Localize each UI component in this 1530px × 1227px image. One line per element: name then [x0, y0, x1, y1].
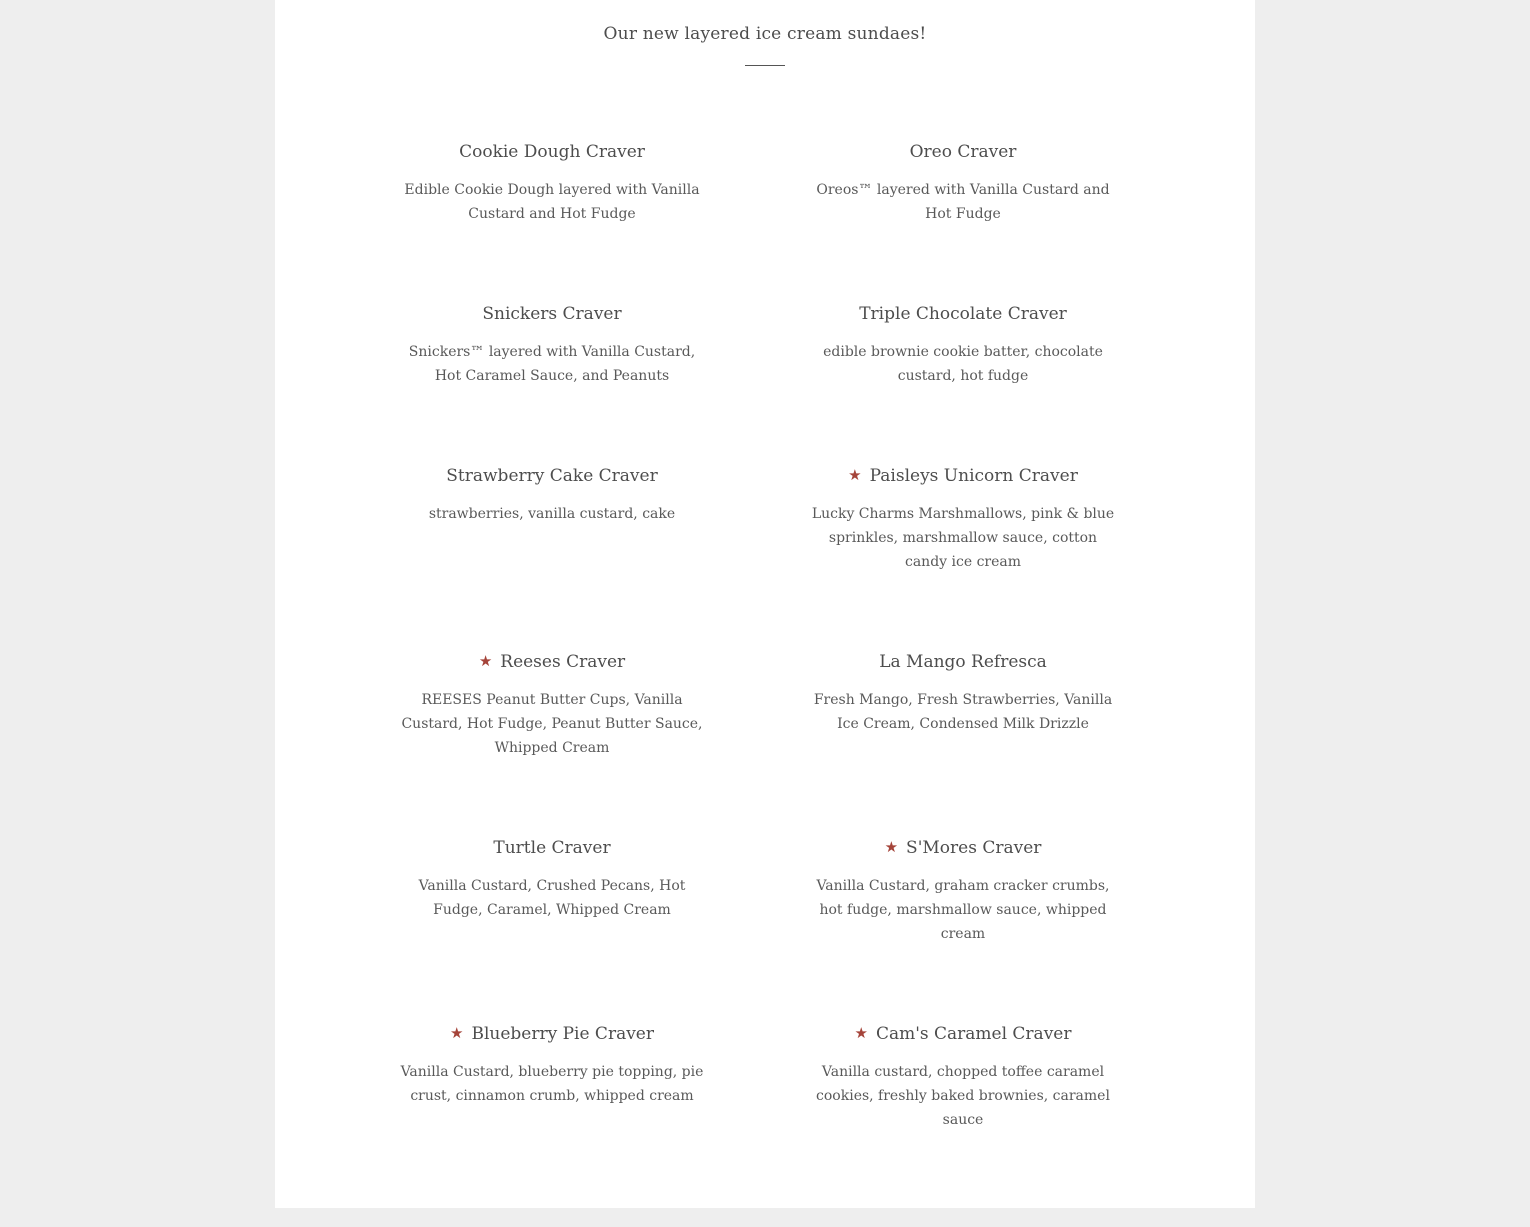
menu-item-name — [808, 1022, 1118, 1046]
menu-item-name-text: S'Mores Craver — [906, 838, 1042, 858]
menu-item-name — [808, 836, 1118, 860]
menu-item-name-text: Cam's Caramel Craver — [875, 1024, 1072, 1044]
menu-item-name-text: Reeses Craver — [500, 652, 626, 672]
menu-item-name-text: Triple Chocolate Craver — [859, 304, 1067, 324]
menu-item-description: Vanilla Custard, Crushed Pecans, Hot Fudge, Caramel, Whipped Cream — [418, 878, 686, 918]
menu-item-description: Vanilla custard, chopped toffee caramel cookies, freshly baked brownies, caramel sauce — [816, 1064, 1110, 1128]
menu-item-description: Edible Cookie Dough layered with Vanilla Custard and Hot Fudge — [404, 182, 700, 222]
menu-item — [397, 650, 707, 760]
section-divider — [745, 65, 785, 66]
menu-item-description: Vanilla Custard, graham cracker crumbs, hot fudge, marshmallow sauce, whipped cream — [816, 878, 1110, 942]
menu-item-name — [808, 464, 1118, 488]
menu-item — [808, 836, 1118, 946]
menu-item-name-text: Cookie Dough Craver — [459, 142, 645, 162]
menu-item-description: Fresh Mango, Fresh Strawberries, Vanilla Ice Cream, Condensed Milk Drizzle — [813, 692, 1113, 732]
menu-item — [397, 1022, 707, 1108]
menu-item — [397, 464, 707, 526]
menu-item-description: Vanilla Custard, blueberry pie topping, pie crust, cinnamon crumb, whipped cream — [400, 1064, 704, 1104]
menu-item — [808, 140, 1118, 226]
menu-item — [397, 140, 707, 226]
menu-panel — [275, 0, 1255, 1208]
star-icon: ★ — [848, 466, 862, 484]
menu-item-name-text: Paisleys Unicorn Craver — [869, 466, 1078, 486]
menu-item — [808, 464, 1118, 574]
menu-item-name — [397, 464, 707, 488]
menu-item-description: Snickers™ layered with Vanilla Custard, Hot Caramel Sauce, and Peanuts — [408, 344, 696, 384]
menu-item-name — [397, 650, 707, 674]
star-icon: ★ — [884, 838, 899, 856]
menu-item-name — [397, 836, 707, 860]
menu-item-description: REESES Peanut Butter Cups, Vanilla Custard, Hot Fudge, Peanut Butter Sauce, Whipped Cream — [401, 692, 703, 756]
menu-item — [808, 650, 1118, 736]
menu-item-name-text: Blueberry Pie Craver — [471, 1024, 654, 1044]
menu-item-name — [397, 302, 707, 326]
menu-item-name-text: Oreo Craver — [909, 142, 1017, 162]
menu-item-name — [397, 1022, 707, 1046]
star-icon: ★ — [854, 1024, 868, 1042]
menu-item — [808, 302, 1118, 388]
menu-item — [397, 836, 707, 922]
menu-item-name-text: La Mango Refresca — [879, 652, 1047, 672]
menu-item — [808, 1022, 1118, 1132]
menu-item-name-text: Strawberry Cake Craver — [446, 466, 658, 486]
menu-item-name — [808, 302, 1118, 326]
menu-item-description: Lucky Charms Marshmallows, pink & blue sprinkles, marshmallow sauce, cotton candy ice cream — [811, 506, 1115, 570]
menu-item-description: strawberries, vanilla custard, cake — [428, 506, 676, 522]
menu-item — [397, 302, 707, 388]
menu-item-name-text: Turtle Craver — [493, 838, 611, 858]
menu-item-name — [808, 140, 1118, 164]
menu-item-description: edible brownie cookie batter, chocolate custard, hot fudge — [823, 344, 1103, 384]
menu-item-description: Oreos™ layered with Vanilla Custard and Hot Fudge — [816, 182, 1110, 222]
star-icon: ★ — [478, 652, 493, 670]
menu-item-name — [808, 650, 1118, 674]
menu-item-name-text: Snickers Craver — [482, 304, 622, 324]
menu-item-name — [397, 140, 707, 164]
section-title: Our new layered ice cream sundaes! — [603, 24, 927, 44]
star-icon: ★ — [450, 1024, 464, 1042]
